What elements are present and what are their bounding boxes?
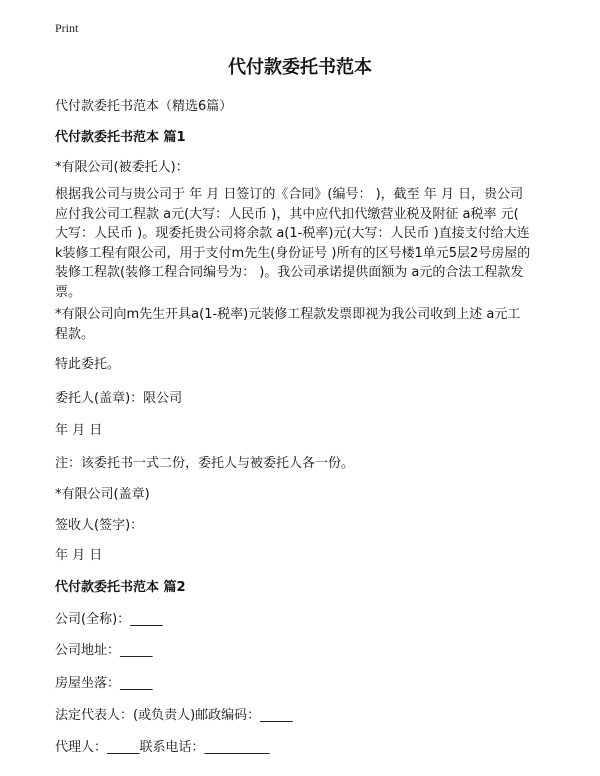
date-line: 年 月 日: [55, 423, 103, 438]
addressee-line: *有限公司(被委托人)：: [55, 160, 189, 175]
section-heading-2: 代付款委托书范本 篇2: [55, 580, 186, 595]
invoice-line: 程款。: [55, 326, 95, 342]
company-name-field: 公司(全称)：_____: [55, 612, 163, 627]
print-link[interactable]: Print: [55, 21, 79, 35]
company-seal-line: *有限公司(盖章): [55, 487, 150, 502]
body-paragraph: [55, 185, 550, 302]
entrust-line: 特此委托。: [55, 357, 121, 372]
company-address-field: 公司地址：_____: [55, 643, 153, 658]
body-line: k装修工程有限公司，用于支付m先生(身份证号 )所有的区号楼1单元5层2号房屋的: [55, 245, 531, 261]
property-location-field: 房屋坐落：_____: [55, 676, 153, 691]
body-line: 根据我公司与贵公司于 年 月 日签订的《合同》(编号： )，截至 年 月 日，贵公司: [55, 187, 524, 202]
body-line: 应付我公司工程款 a元(大写：人民币 )，其中应代扣代缴营业税及附征 a税率 元(: [55, 206, 519, 222]
document-title: 代付款委托书范本: [228, 57, 372, 78]
document-subtitle: 代付款委托书范本（精选6篇）: [55, 99, 233, 114]
section-heading-1: 代付款委托书范本 篇1: [55, 130, 186, 145]
note-line: 注：该委托书一式二份，委托人与被委托人各一份。: [55, 456, 355, 471]
principal-line: 委托人(盖章)：限公司: [55, 391, 183, 406]
date-line: 年 月 日: [55, 548, 103, 563]
receiver-signature-line: 签收人(签字)：: [55, 518, 144, 533]
legal-representative-field: 法定代表人：(或负责人)邮政编码：_____: [55, 708, 293, 723]
body-line: 票。: [55, 284, 82, 300]
body-line: 装修工程款(装修工程合同编号为： )。我公司承诺提供面额为 a元的合法工程款发: [55, 265, 524, 280]
invoice-paragraph: [55, 305, 550, 344]
agent-contact-field: 代理人：_____联系电话：__________: [55, 740, 270, 755]
invoice-line: *有限公司向m先生开具a(1-税率)元装修工程款发票即视为我公司收到上述 a元工: [55, 307, 521, 322]
body-line: 大写：人民币 )。现委托贵公司将余款 a(1-税率)元(大写：人民币 )直接支付给大连: [55, 226, 530, 241]
